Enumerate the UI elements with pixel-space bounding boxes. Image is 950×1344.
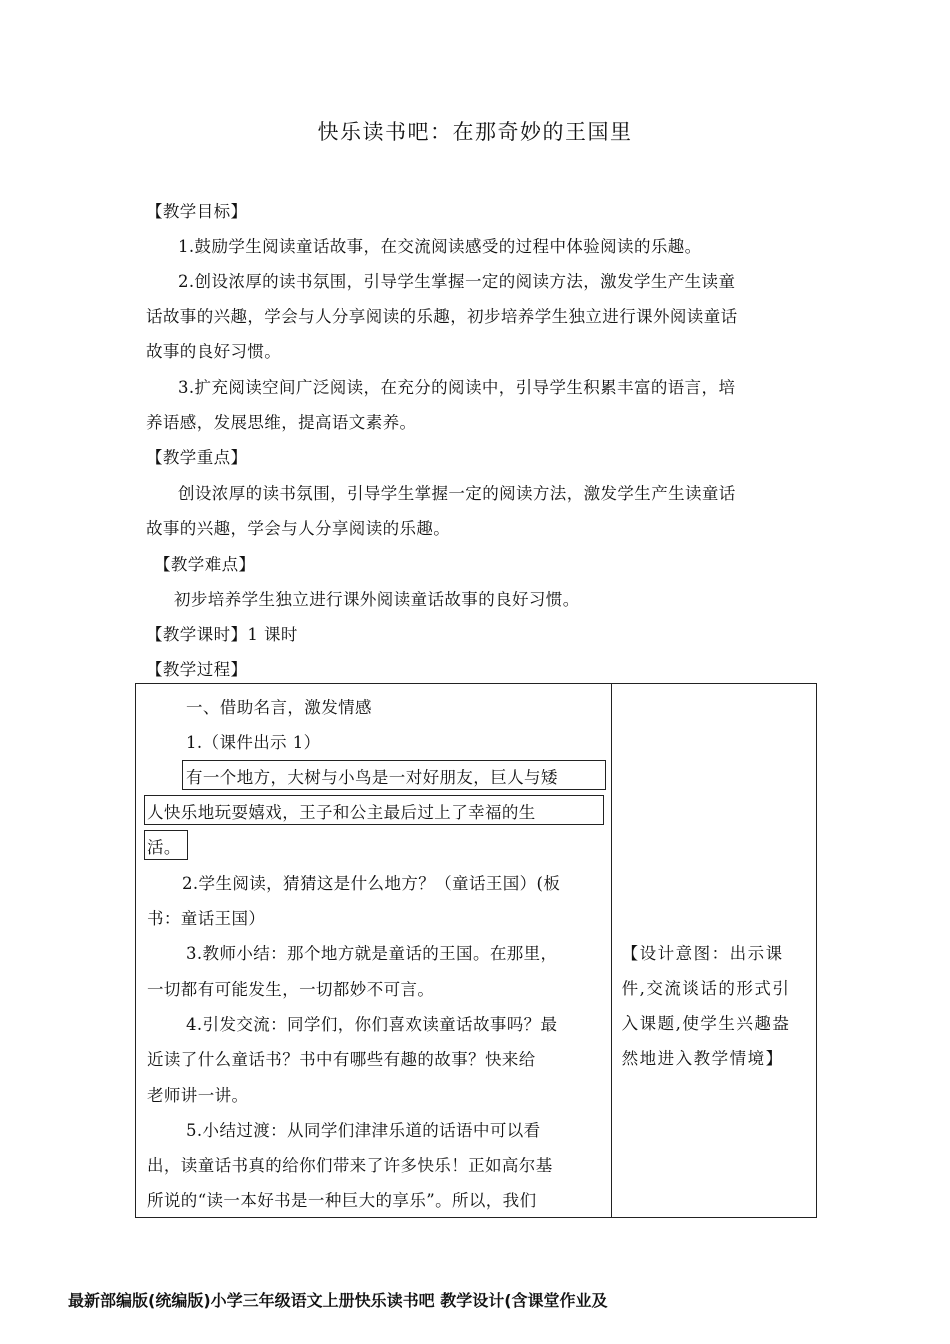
footer-caption: 最新部编版(统编版)小学三年级语文上册快乐读书吧 教学设计(含课堂作业及 xyxy=(68,1291,608,1310)
difficulties-heading: 【教学难点】 xyxy=(154,555,256,574)
difficulties-line-1: 初步培养学生独立进行课外阅读童话故事的良好习惯。 xyxy=(174,590,580,609)
key-points-line-2: 故事的兴趣，学会与人分享阅读的乐趣。 xyxy=(146,519,451,538)
objective-item-2-line-1: 2.创设浓厚的读书氛围，引导学生掌握一定的阅读方法，激发学生产生读童 xyxy=(178,272,736,291)
process-line-1: 一、借助名言，激发情感 xyxy=(186,698,372,717)
process-line-12: 老师讲一讲。 xyxy=(147,1086,249,1105)
process-line-5: 活。 xyxy=(147,838,181,857)
key-points-line-1: 创设浓厚的读书氛围，引导学生掌握一定的阅读方法，激发学生产生读童话 xyxy=(178,484,736,503)
process-heading: 【教学过程】 xyxy=(146,660,248,679)
design-intent-line-3: 入课题,使学生兴趣盎 xyxy=(621,1014,791,1033)
process-line-2: 1.（课件出示 1） xyxy=(186,733,321,752)
process-line-9: 一切都有可能发生，一切都妙不可言。 xyxy=(147,980,435,999)
process-content-cell xyxy=(136,684,612,1218)
objectives-heading: 【教学目标】 xyxy=(146,202,248,221)
design-intent-cell xyxy=(611,684,816,1218)
process-line-10: 4.引发交流：同学们，你们喜欢读童话故事吗？最 xyxy=(186,1015,558,1034)
process-line-11: 近读了什么童话书？书中有哪些有趣的故事？快来给 xyxy=(147,1050,536,1069)
design-intent-line-2: 件,交流谈话的形式引 xyxy=(621,979,791,998)
objective-item-1: 1.鼓励学生阅读童话故事，在交流阅读感受的过程中体验阅读的乐趣。 xyxy=(178,237,702,256)
objective-item-3-line-2: 养语感，发展思维，提高语文素养。 xyxy=(146,413,417,432)
class-hours: 【教学课时】1 课时 xyxy=(146,625,298,644)
key-points-heading: 【教学重点】 xyxy=(146,448,248,467)
process-line-15: 所说的“读一本好书是一种巨大的享乐”。所以，我们 xyxy=(147,1191,537,1210)
process-line-6: 2.学生阅读，猜猜这是什么地方？（童话王国）(板 xyxy=(182,874,561,893)
objective-item-2-line-2: 话故事的兴趣，学会与人分享阅读的乐趣，初步培养学生独立进行课外阅读童话 xyxy=(146,307,738,326)
process-line-8: 3.教师小结：那个地方就是童话的王国。在那里， xyxy=(186,944,558,963)
objective-item-2-line-3: 故事的良好习惯。 xyxy=(146,342,282,361)
process-line-3: 有一个地方，大树与小鸟是一对好朋友，巨人与矮 xyxy=(186,768,558,787)
document-title: 快乐读书吧：在那奇妙的王国里 xyxy=(317,120,633,144)
process-line-14: 出，读童话书真的给你们带来了许多快乐！正如高尔基 xyxy=(147,1156,553,1175)
process-line-4: 人快乐地玩耍嬉戏，王子和公主最后过上了幸福的生 xyxy=(147,803,536,822)
teaching-process-table xyxy=(135,683,817,1218)
design-intent-line-4: 然地进入教学情境】 xyxy=(621,1049,784,1068)
design-intent-line-1: 【设计意图：出示课 xyxy=(621,944,784,963)
process-line-7: 书：童话王国） xyxy=(147,909,266,928)
process-line-13: 5.小结过渡：从同学们津津乐道的话语中可以看 xyxy=(186,1121,541,1140)
objective-item-3-line-1: 3.扩充阅读空间广泛阅读，在充分的阅读中，引导学生积累丰富的语言，培 xyxy=(178,378,736,397)
